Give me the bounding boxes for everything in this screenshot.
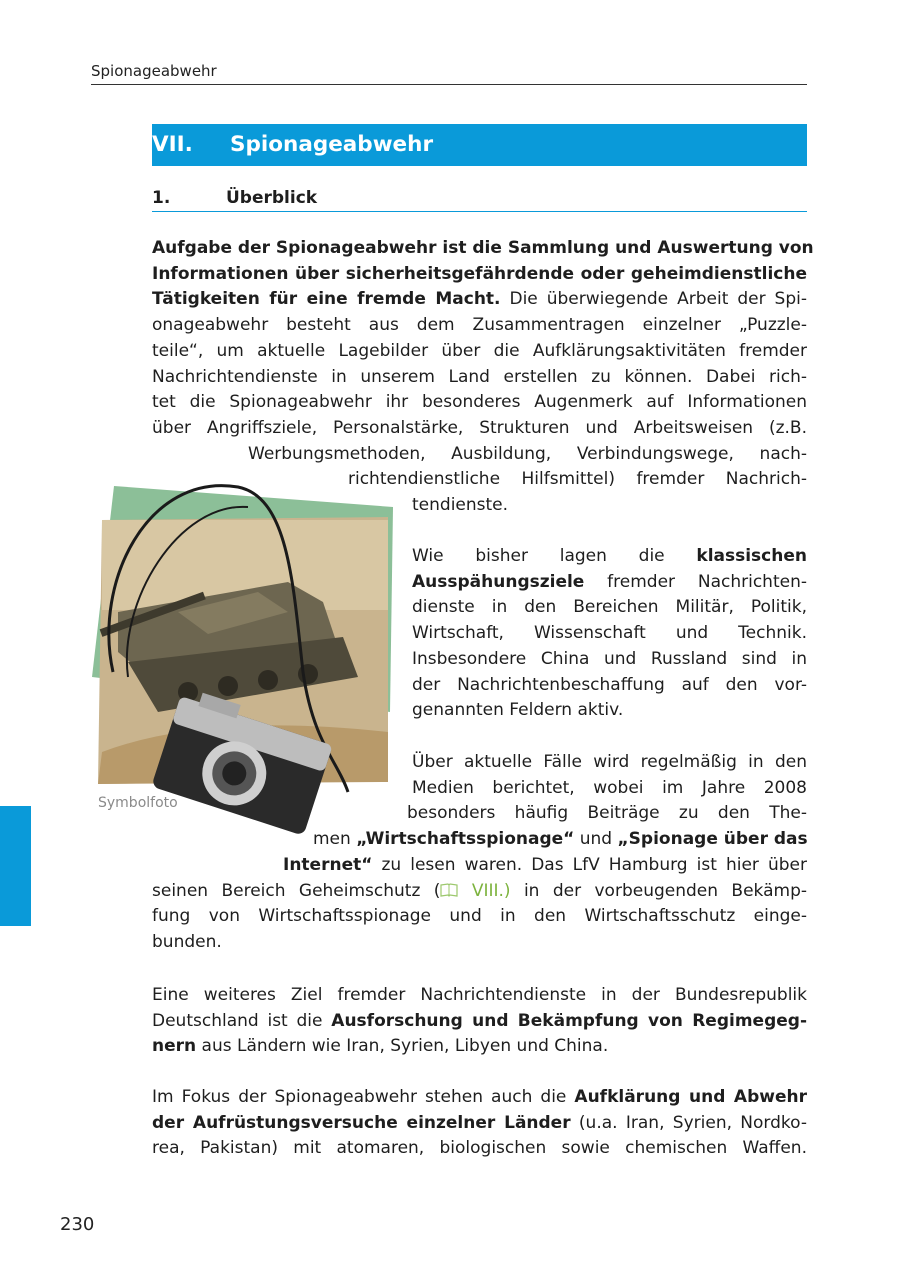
- chapter-title: Spionageabwehr: [230, 132, 434, 157]
- paragraph-regime-opponents: Eine weiteres Ziel fremder Nachrichtendienste in der Bundesrepublik Deutschland ist die Ausforschung und Bekämpfung von Regimegeg- nern aus Ländern wie Iran, Syrien, Libyen und China.: [152, 985, 807, 1057]
- intro-line-11: tendienste.: [412, 495, 509, 515]
- targets-bold-2: Ausspähungsziele: [412, 571, 585, 592]
- paragraph-proliferation: Im Fokus der Spionageabwehr stehen auch die Aufklärung und Abwehr der Aufrüstungsversuche einzelner Länder (u.a. Iran, Syrien, Nordko- rea, Pakistan) mit atomaren, biologischen sowie chemischen Waffen.: [152, 1085, 807, 1162]
- targets-line-7: genannten Feldern aktiv.: [412, 700, 624, 721]
- paragraph-targets: [412, 544, 807, 724]
- media-line-6: seinen Bereich Geheimschutz ( VIII.) in der vorbeugenden Bekämp-: [152, 880, 807, 901]
- media-line-7: fung von Wirtschaftsspionage und in den Wirtschaftsschutz einge-: [152, 906, 807, 927]
- photo-caption: Symbolfoto: [98, 795, 178, 811]
- intro-line-10: richtendienstliche Hilfsmittel) fremder Nachrich-: [348, 469, 807, 490]
- media-line-4: men „Wirtschaftsspionage“ und „Spionage über das: [313, 829, 808, 850]
- intro-bold-1: Aufgabe der Spionageabwehr ist die Sammlung und Auswertung von: [152, 238, 814, 258]
- running-head: Spionageabwehr: [91, 60, 807, 85]
- targets-line-6: der Nachrichtenbeschaffung auf den vor-: [412, 674, 807, 695]
- chapter-side-tab: [0, 806, 31, 926]
- intro-line-3: Die überwiegende Arbeit der Spi-: [500, 289, 807, 310]
- media-line-2: Medien berichtet, wobei im Jahre 2008: [412, 777, 807, 798]
- symbol-photo: [88, 462, 398, 834]
- media-line-5: Internet“ zu lesen waren. Das LfV Hamburg ist hier über: [283, 854, 807, 875]
- proliferation-bold-2: der Aufrüstungsversuche einzelner Länder: [152, 1112, 571, 1133]
- media-line-8: bunden.: [152, 931, 222, 952]
- keyword-wirtschaftsspionage: „Wirtschaftsspionage“: [356, 829, 575, 850]
- intro-line-5: teile“, um aktuelle Lagebilder über die Aufklärungsaktivitäten fremder: [152, 340, 807, 361]
- targets-line-3: dienste in den Bereichen Militär, Politik,: [412, 597, 807, 618]
- proliferation-bold-1: Aufklärung und Abwehr: [574, 1087, 807, 1107]
- media-line-3: besonders häufig Beiträge zu den The-: [407, 803, 807, 824]
- proliferation-line-3: rea, Pakistan) mit atomaren, biologischen sowie chemischen Waffen.: [152, 1138, 807, 1159]
- intro-line-7: tet die Spionageabwehr ihr besonderes Augenmerk auf Informationen: [152, 392, 807, 413]
- targets-bold-1: klassischen: [696, 546, 807, 566]
- book-icon: [440, 883, 458, 897]
- chapter-heading: [152, 124, 807, 166]
- chapter-number: VII.: [152, 132, 193, 157]
- targets-line-1: Wie bisher lagen die: [412, 546, 697, 566]
- media-line-1: Über aktuelle Fälle wird regelmäßig in den: [412, 752, 807, 772]
- paragraph-intro: [152, 236, 814, 442]
- targets-line-2: fremder Nachrichten-: [584, 571, 807, 592]
- section-heading: [152, 185, 807, 212]
- keyword-internet-spionage: „Spionage über das: [617, 829, 808, 850]
- intro-line-9: Werbungsmethoden, Ausbildung, Verbindungswege, nach-: [248, 443, 807, 464]
- intro-line-4: onageabwehr besteht aus dem Zusammentragen einzelner „Puzzle-: [152, 315, 807, 336]
- targets-line-5: Insbesondere China und Russland sind in: [412, 648, 807, 669]
- intro-line-8: über Angriffsziele, Personalstärke, Strukturen und Arbeitsweisen (z.B.: [152, 417, 807, 438]
- section-title: Überblick: [226, 188, 318, 208]
- intro-bold-3: Tätigkeiten für eine fremde Macht.: [152, 289, 501, 310]
- targets-line-4: Wirtschaft, Wissenschaft und Technik.: [412, 623, 807, 644]
- page-number: 230: [60, 1214, 95, 1235]
- cross-reference-link[interactable]: VIII.): [440, 881, 510, 901]
- regime-bold: Ausforschung und Bekämpfung von Regimegeg-: [331, 1010, 807, 1031]
- intro-bold-2: Informationen über sicherheitsgefährdende oder geheimdienstliche: [152, 263, 807, 284]
- regime-line-1: Eine weiteres Ziel fremder Nachrichtendienste in der Bundesrepublik: [152, 985, 807, 1005]
- section-number: 1.: [152, 188, 171, 208]
- intro-line-6: Nachrichtendienste in unserem Land erstellen zu können. Dabei rich-: [152, 366, 807, 387]
